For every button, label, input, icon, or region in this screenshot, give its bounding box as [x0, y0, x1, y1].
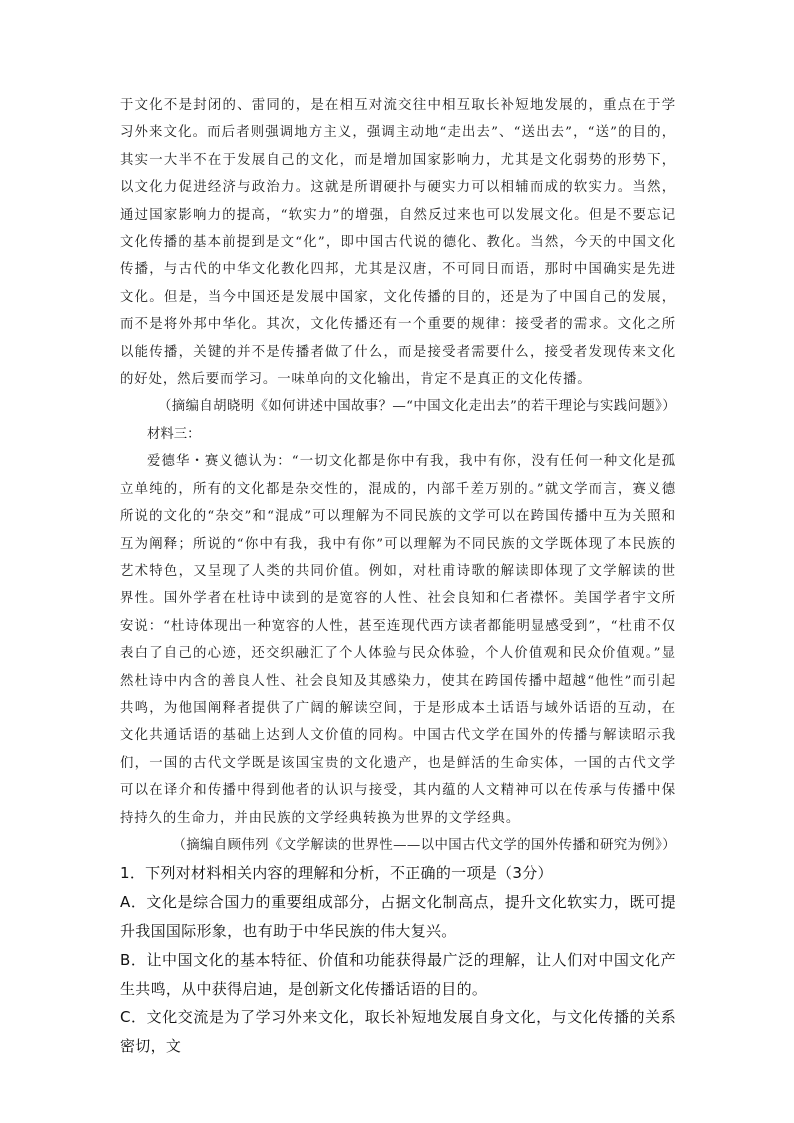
material-three-source: （摘编自顾伟列《文学解读的世界性——以中国古代文学的国外传播和研究为例》） [172, 837, 676, 853]
material-three-heading: 材料三： [147, 426, 201, 442]
question-1-stem: 1．下列对材料相关内容的理解和分析，不正确的一项是（3分） [120, 864, 553, 883]
question-1-option-a: A．文化是综合国力的重要组成部分，占据文化制高点，提升文化软实力，既可提升我国国际形象，也有助于中华民族的伟大复兴。 [120, 893, 676, 940]
document-body [120, 92, 676, 1061]
material-two-paragraph: 于文化不是封闭的、雷同的，是在相互对流交往中相互取长补短地发展的，重点在于学习外来文化。而后者则强调地方主义，强调主动地“走出去”、“送出去”，“送”的目的，其实一大半不在于发展自己的文化，而是增加国家影响力，尤其是文化弱势的形势下，以文化力促进经济与政治力。这就是所谓硬扑与硬实力可以相辅而成的软实力。当然，通过国家影响力的提高，“软实力”的增强，自然反过来也可以发展文化。但是不要忘记文化传播的基本前提到是文“化”，即中国古代说的德化、教化。当然，今天的中国文化传播，与古代的中华文化教化四邦，尤其是汉唐，不可同日而语，那时中国确实是先进文化。但是，当今中国还是发展中国家，文化传播的目的，还是为了中国自己的发展，而不是将外邦中华化。其次，文化传播还有一个重要的规律：接受者的需求。文化之所以能传播，关键的并不是传播者做了什么，而是接受者需要什么，接受者发现传来文化的好处，然后要而学习。一味单向的文化输出，肯定不是真正的文化传播。 [120, 98, 676, 388]
material-three-paragraph: 爱德华・赛义德认为：“一切文化都是你中有我，我中有你，没有任何一种文化是孤立单纯的，所有的文化都是杂交性的，混成的，内部千差万别的。”就文学而言，赛义德所说的文化的“杂交”和“混成”可以理解为不同民族的文学可以在跨国传播中互为关照和互为阐释；所说的“你中有我，我中有你”可以理解为不同民族的文学既体现了本民族的艺术特色，又呈现了人类的共同价值。例如，对杜甫诗歌的解读即体现了文学解读的世界性。国外学者在杜诗中读到的是宽容的人性、社会良知和仁者襟怀。美国学者宇文所安说：“杜诗体现出一种宽容的人性，甚至连现代西方读者都能明显感受到”，“杜甫不仅表白了自己的心迹，还交织融汇了个人体验与民众体验，个人价值观和民众价值观。”显然杜诗中内含的善良人性、社会良知及其感染力，使其在跨国传播中超越“他性”而引起共鸣，为他国阐释者提供了广阔的解读空间，于是形成本土话语与域外话语的互动，在文化共通话语的基础上达到人文价值的同构。中国古代文学在国外的传播与解读昭示我们，一国的古代文学既是该国宝贵的文化遗产，也是鲜活的生命实体，一国的古代文学可以在译介和传播中得到他者的认识与接受，其内蕴的人文精神可以在传承与传播中保持持久的生命力，并由民族的文学经典转换为世界的文学经典。 [120, 454, 676, 826]
material-two-source: （摘编自胡晓明《如何讲述中国故事？—“中国文化走出去”的若干理论与实践问题》） [157, 399, 676, 415]
question-1-option-b: B．让中国文化的基本特征、价值和功能获得最广泛的理解，让人们对中国文化产生共鸣，从中获得启迪，是创新文化传播话语的目的。 [120, 950, 676, 998]
question-1-option-c: C．文化交流是为了学习外来文化，取长补短地发展自身文化，与文化传播的关系密切，文 [120, 1008, 676, 1056]
